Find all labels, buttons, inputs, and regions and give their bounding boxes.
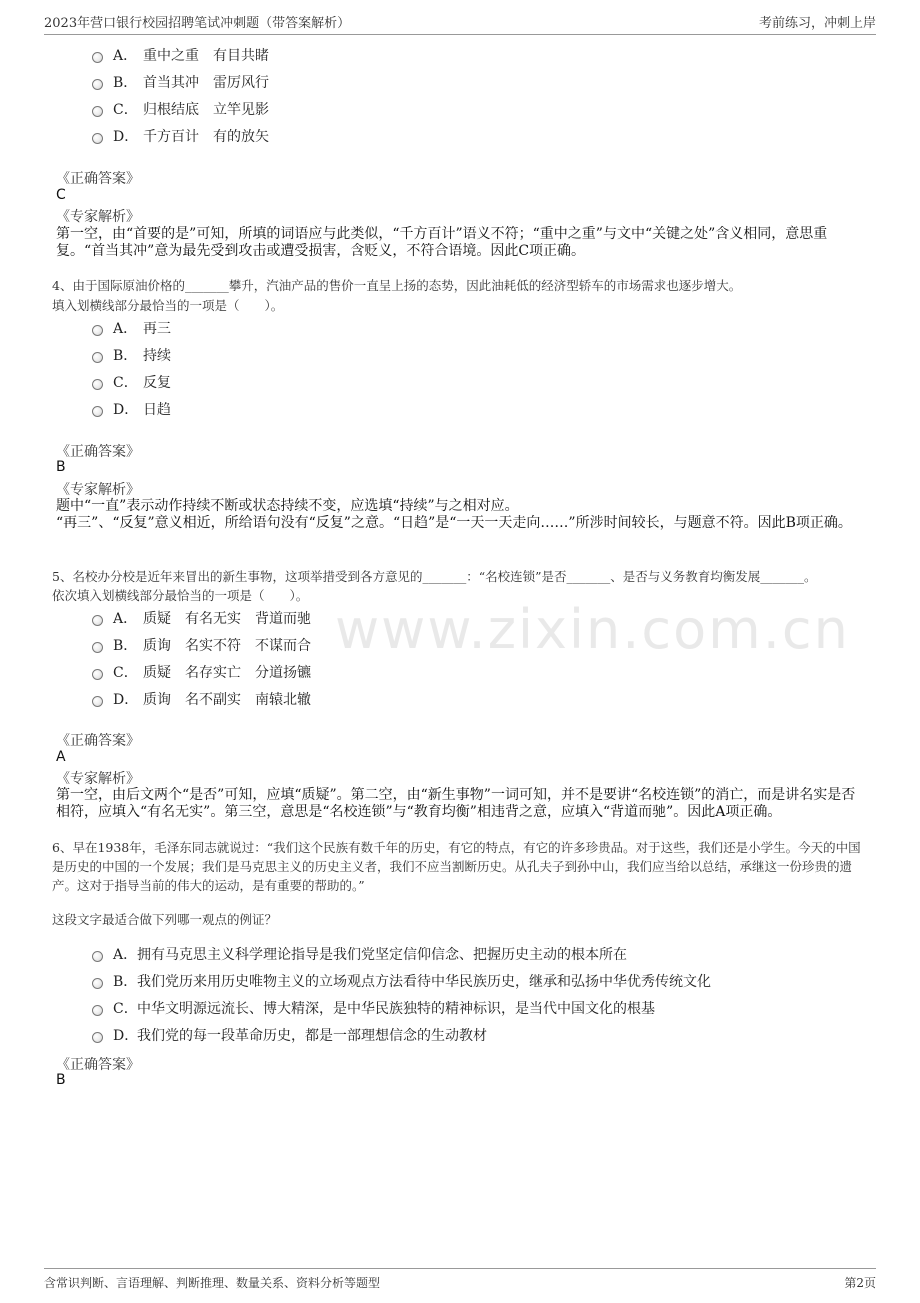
q3-option-c[interactable] (92, 99, 269, 119)
option-word: 重中之重 (143, 48, 199, 64)
answer-label: 《正确答案》 (56, 733, 140, 749)
option-word: 质疑 (143, 611, 171, 627)
option-letter: D． (113, 1028, 139, 1044)
option-word: 背道而驰 (255, 611, 311, 627)
option-word: 雷厉风行 (213, 75, 269, 91)
radio-icon[interactable] (92, 669, 103, 680)
q3-option-b[interactable] (92, 72, 269, 92)
q3-option-a[interactable] (92, 45, 269, 65)
option-letter: C． (113, 375, 138, 391)
option-letter: D． (113, 692, 139, 708)
radio-icon[interactable] (92, 696, 103, 707)
option-letter: D． (113, 402, 139, 418)
option-word: 归根结底 (143, 102, 199, 118)
question-stem: 6、早在1938年，毛泽东同志就说过：“我们这个民族有数千年的历史，有它的特点，有它的许多珍贵品。对于这些，我们还是小学生。今天的中国是历史的中国的一个发展；我们是马克思主义的历史主义者，我们不应当割断历史。从孔夫子到孙中山，我们应当给以总结，承继这一份珍贵的遗产。这对于指导当前的伟大的运动，是有重要的帮助的。” (52, 840, 861, 893)
option-word: 质询 (143, 638, 171, 654)
q5-option-a[interactable] (92, 608, 311, 628)
option-word: 不谋而合 (255, 638, 311, 654)
question-prompt: 这段文字最适合做下列哪一观点的例证？ (52, 912, 278, 927)
option-letter: C． (113, 102, 138, 118)
analysis-label: 《专家解析》 (56, 209, 140, 225)
q4-option-a[interactable] (92, 318, 171, 338)
question-prompt: 填入划横线部分最恰当的一项是（ ）。 (52, 298, 284, 313)
option-text: 中华文明源远流长、博大精深，是中华民族独特的精神标识，是当代中国文化的根基 (137, 1001, 655, 1017)
radio-icon[interactable] (92, 1032, 103, 1043)
radio-icon[interactable] (92, 52, 103, 63)
radio-icon[interactable] (92, 978, 103, 989)
option-letter: A． (113, 321, 138, 337)
q6-option-d[interactable] (92, 1025, 487, 1045)
option-letter: C． (113, 665, 138, 681)
option-word: 名实不符 (185, 638, 241, 654)
option-text: 我们党历来用历史唯物主义的立场观点方法看待中华民族历史，继承和弘扬中华优秀传统文化 (137, 974, 711, 990)
option-word: 有的放矢 (213, 129, 269, 145)
option-word: 千方百计 (143, 129, 199, 145)
question-prompt: 依次填入划横线部分最恰当的一项是（ ）。 (52, 588, 309, 603)
q4-option-b[interactable] (92, 345, 171, 365)
q4-option-c[interactable] (92, 372, 171, 392)
option-word: 南辕北辙 (255, 692, 311, 708)
option-word: 立竿见影 (213, 102, 269, 118)
option-word: 质询 (143, 692, 171, 708)
radio-icon[interactable] (92, 642, 103, 653)
q4-option-d[interactable] (92, 399, 171, 419)
option-letter: D． (113, 129, 139, 145)
answer-value: B (56, 459, 66, 475)
option-word: 持续 (143, 348, 171, 364)
option-word: 名存实亡 (185, 665, 241, 681)
q5-option-b[interactable] (92, 635, 311, 655)
radio-icon[interactable] (92, 951, 103, 962)
q6-option-c[interactable] (92, 998, 655, 1018)
radio-icon[interactable] (92, 1005, 103, 1016)
option-letter: B． (113, 348, 138, 364)
option-letter: B． (113, 75, 138, 91)
analysis-text: “再三”、“反复”意义相近，所给语句没有“反复”之意。“日趋”是“一天一天走向……”所涉时间较长，与题意不符。因此B项正确。 (56, 515, 852, 531)
question-stem: 4、由于国际原油价格的_______攀升，汽油产品的售价一直呈上扬的态势，因此油耗低的经济型轿车的市场需求也逐步增大。 (52, 278, 742, 293)
option-text: 拥有马克思主义科学理论指导是我们党坚定信仰信念、把握历史主动的根本所在 (137, 947, 627, 963)
option-word: 反复 (143, 375, 171, 391)
question-stem: 5、名校办分校是近年来冒出的新生事物，这项举措受到各方意见的_______：“名校连锁”是否_______、是否与义务教育均衡发展_______。 (52, 569, 817, 584)
answer-value: C (56, 187, 66, 203)
radio-icon[interactable] (92, 406, 103, 417)
q3-option-d[interactable] (92, 126, 269, 146)
option-word: 有名无实 (185, 611, 241, 627)
radio-icon[interactable] (92, 106, 103, 117)
radio-icon[interactable] (92, 325, 103, 336)
radio-icon[interactable] (92, 615, 103, 626)
page-number: 第2页 (844, 1276, 876, 1290)
analysis-text: 第一空，由后文两个“是否”可知，应填“质疑”。第二空，由“新生事物”一词可知，并不是要讲“名校连锁”的消亡，而是讲名实是否相符，应填入“有名无实”。第三空，意思是“名校连锁”与“教育均衡”相违背之意，应填入“背道而驰”。因此A项正确。 (56, 787, 856, 820)
option-letter: A． (113, 611, 138, 627)
option-letter: A． (113, 48, 138, 64)
answer-label: 《正确答案》 (56, 1057, 140, 1073)
option-text: 我们党的每一段革命历史，都是一部理想信念的生动教材 (137, 1028, 487, 1044)
footer-note: 含常识判断、言语理解、判断推理、数量关系、资料分析等题型 (44, 1276, 381, 1290)
q5-option-c[interactable] (92, 662, 311, 682)
radio-icon[interactable] (92, 352, 103, 363)
answer-label: 《正确答案》 (56, 444, 140, 460)
option-word: 名不副实 (185, 692, 241, 708)
analysis-text: 题中“一直”表示动作持续不断或状态持续不变，应选填“持续”与之相对应。 (56, 498, 519, 514)
answer-value: B (56, 1072, 66, 1088)
answer-value: A (56, 749, 66, 765)
option-word: 有目共睹 (213, 48, 269, 64)
option-letter: A． (113, 947, 138, 963)
option-letter: C． (113, 1001, 138, 1017)
watermark: www.zixin.com.cn (335, 598, 850, 661)
radio-icon[interactable] (92, 379, 103, 390)
header-slogan: 考前练习，冲刺上岸 (758, 16, 876, 31)
option-letter: B． (113, 974, 138, 990)
answer-label: 《正确答案》 (56, 171, 140, 187)
option-word: 再三 (143, 321, 171, 337)
option-word: 首当其冲 (143, 75, 199, 91)
radio-icon[interactable] (92, 133, 103, 144)
analysis-label: 《专家解析》 (56, 482, 140, 498)
option-letter: B． (113, 638, 138, 654)
q5-option-d[interactable] (92, 689, 311, 709)
analysis-label: 《专家解析》 (56, 771, 140, 787)
radio-icon[interactable] (92, 79, 103, 90)
option-word: 分道扬镳 (255, 665, 311, 681)
q6-option-b[interactable] (92, 971, 711, 991)
analysis-text: 第一空，由“首要的是”可知，所填的词语应与此类似，“千方百计”语义不符；“重中之重”与文中“关键之处”含义相同，意思重复。“首当其冲”意为最先受到攻击或遭受损害，含贬义，不符合语境。因此C项正确。 (56, 226, 828, 259)
header-title: 2023年营口银行校园招聘笔试冲刺题（带答案解析） (44, 16, 351, 31)
option-word: 质疑 (143, 665, 171, 681)
option-word: 日趋 (143, 402, 171, 418)
q6-option-a[interactable] (92, 944, 627, 964)
page-header (44, 0, 876, 35)
page-footer (44, 1268, 876, 1303)
